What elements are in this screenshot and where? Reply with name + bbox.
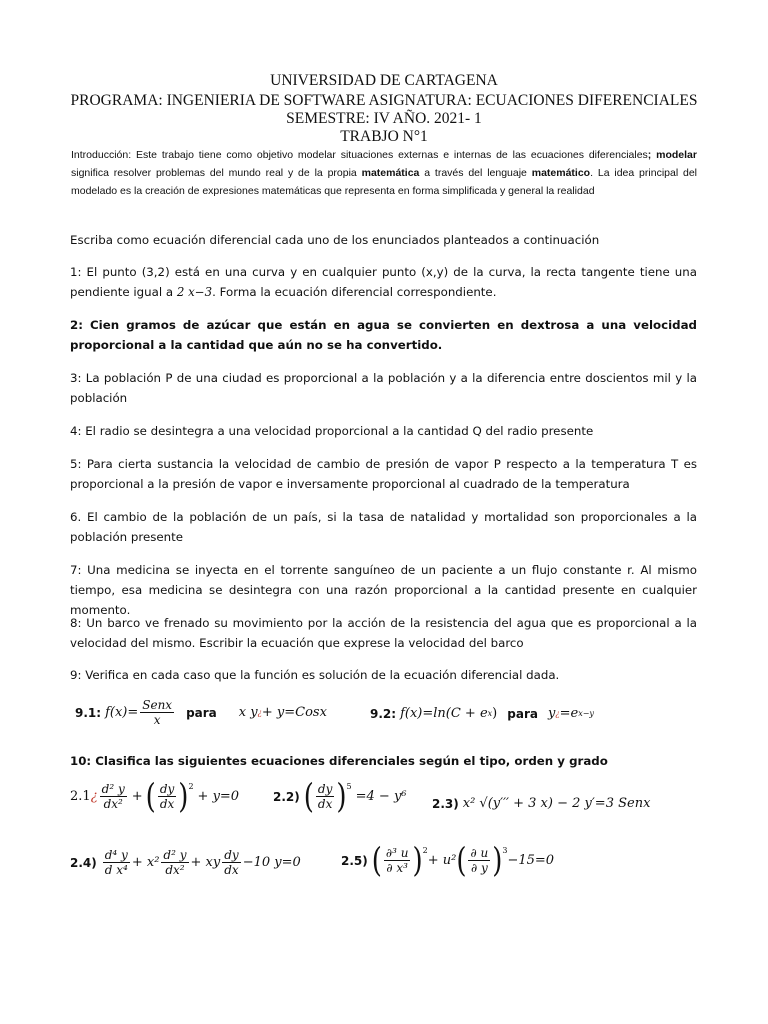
item-10: 10: Clasifica las siguientes ecuaciones diferenciales según el tipo, orden y grado [70, 754, 608, 768]
equation-2-3 [432, 796, 650, 811]
fraction-numerator: dy [317, 782, 333, 796]
equation-2-4-label: 2.4) [70, 855, 97, 870]
equation-2-1: 2.1 ¿ $\frac{\text{d² y}}{\text{dx²}}$ + ( $\frac{dy}{dx}$ ) $^2$ + y=0 [70, 777, 240, 816]
equation-9-2-lhs: f(x)=ln(C + e [400, 706, 488, 721]
fraction-numerator: ∂³ u [385, 846, 409, 860]
para-label: para [186, 705, 217, 720]
semester-line: SEMESTRE: IV AÑO. 2021- 1 [286, 110, 482, 127]
fraction-denominator: dx² [103, 797, 123, 811]
equation-9-2-label: 9.2: [370, 706, 397, 721]
fraction-denominator: dx [317, 797, 333, 811]
program-line: PROGRAMA: INGENIERIA DE SOFTWARE ASIGNATURA: ECUACIONES DIFERENCIALES [70, 92, 698, 109]
equation-9-1-rhs: x y [238, 705, 258, 720]
item-4: 4: El radio se desintegra a una velocidad proporcional a la cantidad Q del radio presente [70, 424, 594, 438]
equation-9-1-rhs-tail: + y=Cosx [261, 705, 327, 720]
introduction-paragraph [71, 146, 697, 200]
first-derivative-fraction [158, 782, 176, 811]
equation-9-2: 9.2: f(x)=ln(C + e x ) para y ¿ =e x−y [370, 706, 594, 721]
fraction-numerator: d⁴ y [104, 848, 128, 862]
equation-9-2-rhs: y [547, 706, 556, 721]
item-2: 2: Cien gramos de azúcar que están en agua se convierten en dextrosa a una velocidad proporcional a la cantidad que aún no se ha convertido. [70, 318, 697, 352]
intro-text-4: . La idea principal del modelado es la creación de expresiones matemáticas que representa en forma simplificada y general la realidad [71, 167, 698, 197]
assignment-title: TRABJO N°1 [340, 128, 428, 145]
fraction-numerator: d² y [101, 782, 125, 796]
fraction-numerator: dy [224, 848, 239, 862]
equation-2-1-tail: + y=0 [197, 789, 240, 804]
item-7: 7: Una medicina se inyecta en el torrente sanguíneo de un paciente a un flujo constante r. Al mismo tiempo, esa medicina se desintegra con una razón proporcional a la cantidad presente en cualquier momento. [70, 563, 697, 617]
equation-9-1-fraction [140, 698, 174, 727]
item-9: 9: Verifica en cada caso que la función es solución de la ecuación diferencial dada. [70, 668, 560, 682]
equation-9-1-lhs: f(x)= [105, 705, 139, 720]
intro-bold-1: ; modelar [647, 149, 697, 161]
equation-2-4 [70, 848, 301, 877]
equation-2-2-tail: =4 − y⁶ [355, 789, 407, 804]
fraction-denominator: ∂ x³ [386, 861, 408, 875]
item-1-text: 1: El punto (3,2) está en una curva y en cualquier punto (x,y) de la curva, la recta tangente tiene una pendiente igual a [70, 265, 697, 299]
item-1-tail: . Forma la ecuación diferencial correspondiente. [212, 285, 497, 299]
fraction-denominator: dx [159, 797, 175, 811]
equation-9-2-rhs-tail: =e [559, 706, 579, 721]
second-derivative-fraction-2 [161, 848, 188, 877]
equation-9-1-label: 9.1: [75, 705, 102, 720]
equation-2-2-label: 2.2) [273, 789, 300, 804]
dy-dx-fraction [316, 782, 334, 811]
university-title: UNIVERSIDAD DE CARTAGENA [270, 72, 498, 89]
fraction-denominator: dx [224, 863, 239, 877]
equation-2-5-tail: −15=0 [507, 853, 555, 868]
intro-text-2: significa resolver problemas del mundo real y de la propia [71, 167, 362, 179]
equation-2-2: 2.2) ( $\frac{dy}{dx}$ ) $^5$ =4 − y⁶ [273, 777, 407, 816]
partial-third-fraction [384, 846, 411, 875]
instruction-text: Escriba como ecuación diferencial cada uno de los enunciados planteados a continuación [70, 233, 600, 247]
fraction-denominator: ∂ y [470, 861, 488, 875]
intro-bold-2: matemática [361, 167, 420, 179]
fraction-denominator: d x⁴ [104, 863, 128, 877]
item-1 [70, 262, 697, 302]
u-squared-term: + u² [427, 853, 457, 868]
intro-text-3: a través del lenguaje [419, 167, 532, 179]
fourth-derivative-fraction [103, 848, 130, 877]
fraction-numerator: d² y [163, 848, 187, 862]
partial-first-fraction [468, 846, 490, 875]
intro-text-1: Introducción: Este trabajo tiene como objetivo modelar situaciones externas e internas de las ecuaciones diferenciales [71, 149, 648, 161]
equation-9-1: 9.1: f(x)= $\frac{\text{Senx}}{x}$ para x y ¿ + y=Cosx [75, 698, 327, 727]
item-3: 3: La población P de una ciudad es proporcional a la población y a la diferencia entre doscientos mil y la población [70, 371, 697, 405]
x-squared-term: + x² [131, 855, 160, 870]
item-5: 5: Para cierta sustancia la velocidad de cambio de presión de vapor P respecto a la temperatura T es proporcional a la presión de vapor e inversamente proporcional al cuadrado de la temperatura [70, 457, 697, 491]
item-8: 8: Un barco ve frenado su movimiento por la acción de la resistencia del agua que es proporcional a la velocidad del mismo. Escribir la ecuación que exprese la velocidad del barco [70, 616, 697, 650]
second-derivative-fraction [100, 782, 127, 811]
xy-term: + xy [190, 855, 221, 870]
fraction-numerator: dy [159, 782, 175, 796]
item-1-math: 2 x−3 [176, 285, 213, 299]
equation-2-1-label: 2.1 [70, 789, 91, 804]
fraction-denominator: x [153, 713, 161, 727]
fraction-numerator: ∂ u [470, 846, 489, 860]
equation-2-3-label: 2.3) [432, 796, 459, 811]
equation-2-5-label: 2.5) [341, 853, 368, 868]
fraction-numerator: Senx [142, 698, 173, 712]
item-6: 6. El cambio de la población de un país, si la tasa de natalidad y mortalidad son proporcionales a la población presente [70, 510, 697, 544]
para-label-2: para [507, 706, 538, 721]
intro-bold-3: matemático [531, 167, 591, 179]
fraction-denominator: dx² [165, 863, 185, 877]
equation-2-5: 2.5) ( $\frac{\text{∂³ u}}{\text{∂ x³}}$ ) $^2$ + u² ( $\frac{\partial u}{\partial y}$ ) $^3$ −15=0 [341, 841, 555, 880]
equation-2-4-tail: −10 y=0 [242, 855, 301, 870]
first-derivative-fraction-2 [222, 848, 240, 877]
equation-2-3-expression: x² √(y′′′ + 3 x) − 2 y′=3 Senx [462, 796, 651, 811]
